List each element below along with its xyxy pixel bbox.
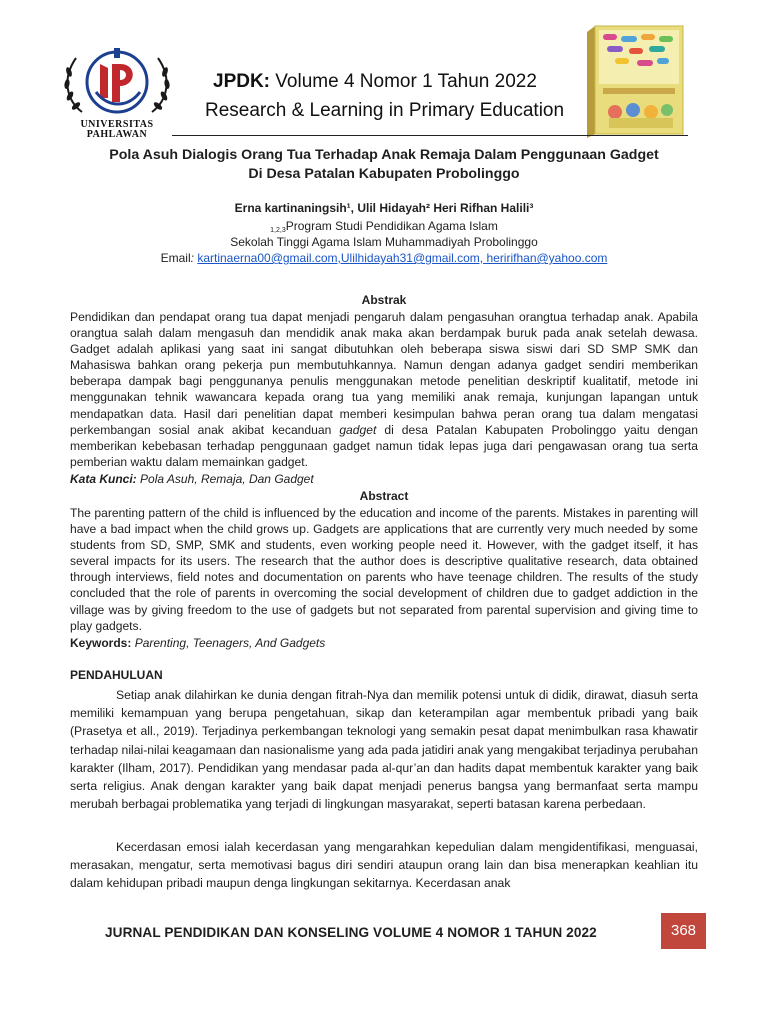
email-links[interactable]: kartinaerna00@gmail.com,Ulilhidayah31@gmail.com, heririfhan@yahoo.com	[197, 251, 608, 265]
journal-subtitle: Research & Learning in Primary Education	[205, 100, 565, 121]
journal-abbreviation: JPDK:	[213, 71, 271, 92]
abstrak-text	[70, 309, 698, 470]
keywords-label: Keywords:	[70, 636, 132, 650]
book-cover-icon	[581, 22, 687, 140]
kata-kunci-values: Pola Asuh, Remaja, Dan Gadget	[136, 472, 314, 486]
affiliation-program-text: Program Studi Pendidikan Agama Islam	[285, 219, 498, 233]
abstrak-italic-word: gadget	[339, 422, 377, 437]
logo-text-line1: UNIVERSITAS	[80, 119, 154, 130]
abstrak-text-part1: Pendidikan dan pendapat orang tua dapat menjadi pengaruh dalam pengasuhan orangtua terhadap anak. Apabila orangtua salah dalam mengasuh dan mendidik anak maka akan berdampak buruk pada anak setelah dewasa. Gadget adalah aplikasi yang saat ini sangat dibutuhkan oleh beberapa siswa siswi dari SD SMP SMK dan Mahasiswa bahkan orang pekerja pun membutuhkannya. Namun dengan adanya gadget sendiri memberikan beberapa dampak bagi penggunanya penulis menggunakan metode penelitian deskriptif kualitatif, metode ini menggunakan tehnik wawancara kepada orang tua yang memiliki anak remaja, kunjungan lapangan untuk mendapatkan data. Hasil dari penelitian dapat memberi kesimpulan bahwa peran orang tua dalam mengatasi perkembangan sosial anak akibat kecanduan	[70, 310, 698, 437]
abstrak-heading: Abstrak	[361, 293, 407, 307]
author-emails	[60, 251, 708, 265]
kata-kunci	[70, 472, 698, 486]
article-title-line2: Di Desa Patalan Kabupaten Probolinggo	[248, 166, 520, 182]
keywords-values: Parenting, Teenagers, And Gadgets	[131, 636, 326, 650]
section-heading-pendahuluan: PENDAHULUAN	[70, 668, 163, 682]
journal-cover-image	[581, 22, 687, 140]
journal-issue: Volume 4 Nomor 1 Tahun 2022	[270, 71, 537, 92]
abstrak-text-part2: di desa Patalan Kabupaten Probolinggo yaitu dengan memberikan kebebasan terhadap penggunaan gadget namun tidak lepas juga dari pengawasan orang tua serta pemberian waktu dalam memainkan gadget.	[70, 422, 699, 469]
article-authors: Erna kartinaningsih¹, Ulil Hidayah² Heri Rifhan Halili³	[234, 201, 534, 215]
affiliation-program	[60, 219, 708, 233]
body-paragraph-2: Kecerdasan emosi ialah kecerdasan yang mengarahkan kepedulian dalam mengidentifikasi, menguasai, merasakan, mengatur, serta memotivasi bagus diri sendiri ataupun orang lain dan bisa menerapkan keahlian itu dalam kehidupan pribadi maupun denga lingkungan sekitarnya. Kecerdasan anak	[70, 840, 698, 891]
logo-text-line2: PAHLAWAN	[86, 129, 148, 140]
affiliation-numbers: 1,2,3	[270, 227, 286, 234]
kata-kunci-label: Kata Kunci:	[70, 472, 137, 486]
abstract-text: The parenting pattern of the child is influenced by the education and income of the parents. Mistakes in parenting will have a bad impact when the child grows up. Gadgets are applications that are currently very much needed by some students from SD, SMP, SMK and students, even working people need it. However, with the gadget itself, it has several impacts for its users. The research that the author does is descriptive qualitative research, data obtained through interviews, field notes and documentation on parents who have teenage children. The results of the study concluded that the role of parents in overcoming the social development of children due to gadget addiction in the village was by giving freedom to the use of gadgets but not separated from parental supervision and giving time to play gadgets.	[70, 506, 698, 633]
article-title-line1: Pola Asuh Dialogis Orang Tua Terhadap Anak Remaja Dalam Penggunaan Gadget	[109, 147, 659, 163]
affiliation-school: Sekolah Tinggi Agama Islam Muhammadiyah Probolinggo	[230, 235, 538, 249]
keywords	[70, 636, 698, 650]
page-number-badge: 368	[661, 913, 706, 949]
footer-journal-name: JURNAL PENDIDIKAN DAN KONSELING VOLUME 4 NOMOR 1 TAHUN 2022	[105, 925, 597, 940]
email-label: Email	[160, 251, 191, 265]
abstract-heading: Abstract	[359, 489, 409, 503]
header-divider	[172, 135, 688, 136]
body-paragraph-1: Setiap anak dilahirkan ke dunia dengan fitrah-Nya dan memilik potensi untuk di didik, dirawat, diasuh serta memiliki kemampuan yang berupa pengetahuan, sikap dan keterampilan agar membentuk pribadi yang baik (Prasetya et all., 2019). Terjadinya perkembangan teknologi yang semakin pesat dapat menimbulkan rasa khawatir terhadap nilai-nilai keagamaan dan nasionalisme yang ada pada jatidiri anak yang mengakibat terjadinya perubahan karakter (Ilham, 2017). Pendidikan yang mendasar pada al-qur’an dan hadits dapat membentuk karakter yang baik serta religius. Anak dengan karakter yang baik dapat menjadi penerus bangsa yang bermanfaat serta mampu merubah berbagai problematika yang terjadi di lingkungan masyarakat, seperti batasan karena perbedaan.	[70, 688, 698, 812]
university-logo	[56, 42, 178, 138]
email-separator: :	[190, 251, 198, 265]
journal-header-line1	[213, 71, 537, 93]
